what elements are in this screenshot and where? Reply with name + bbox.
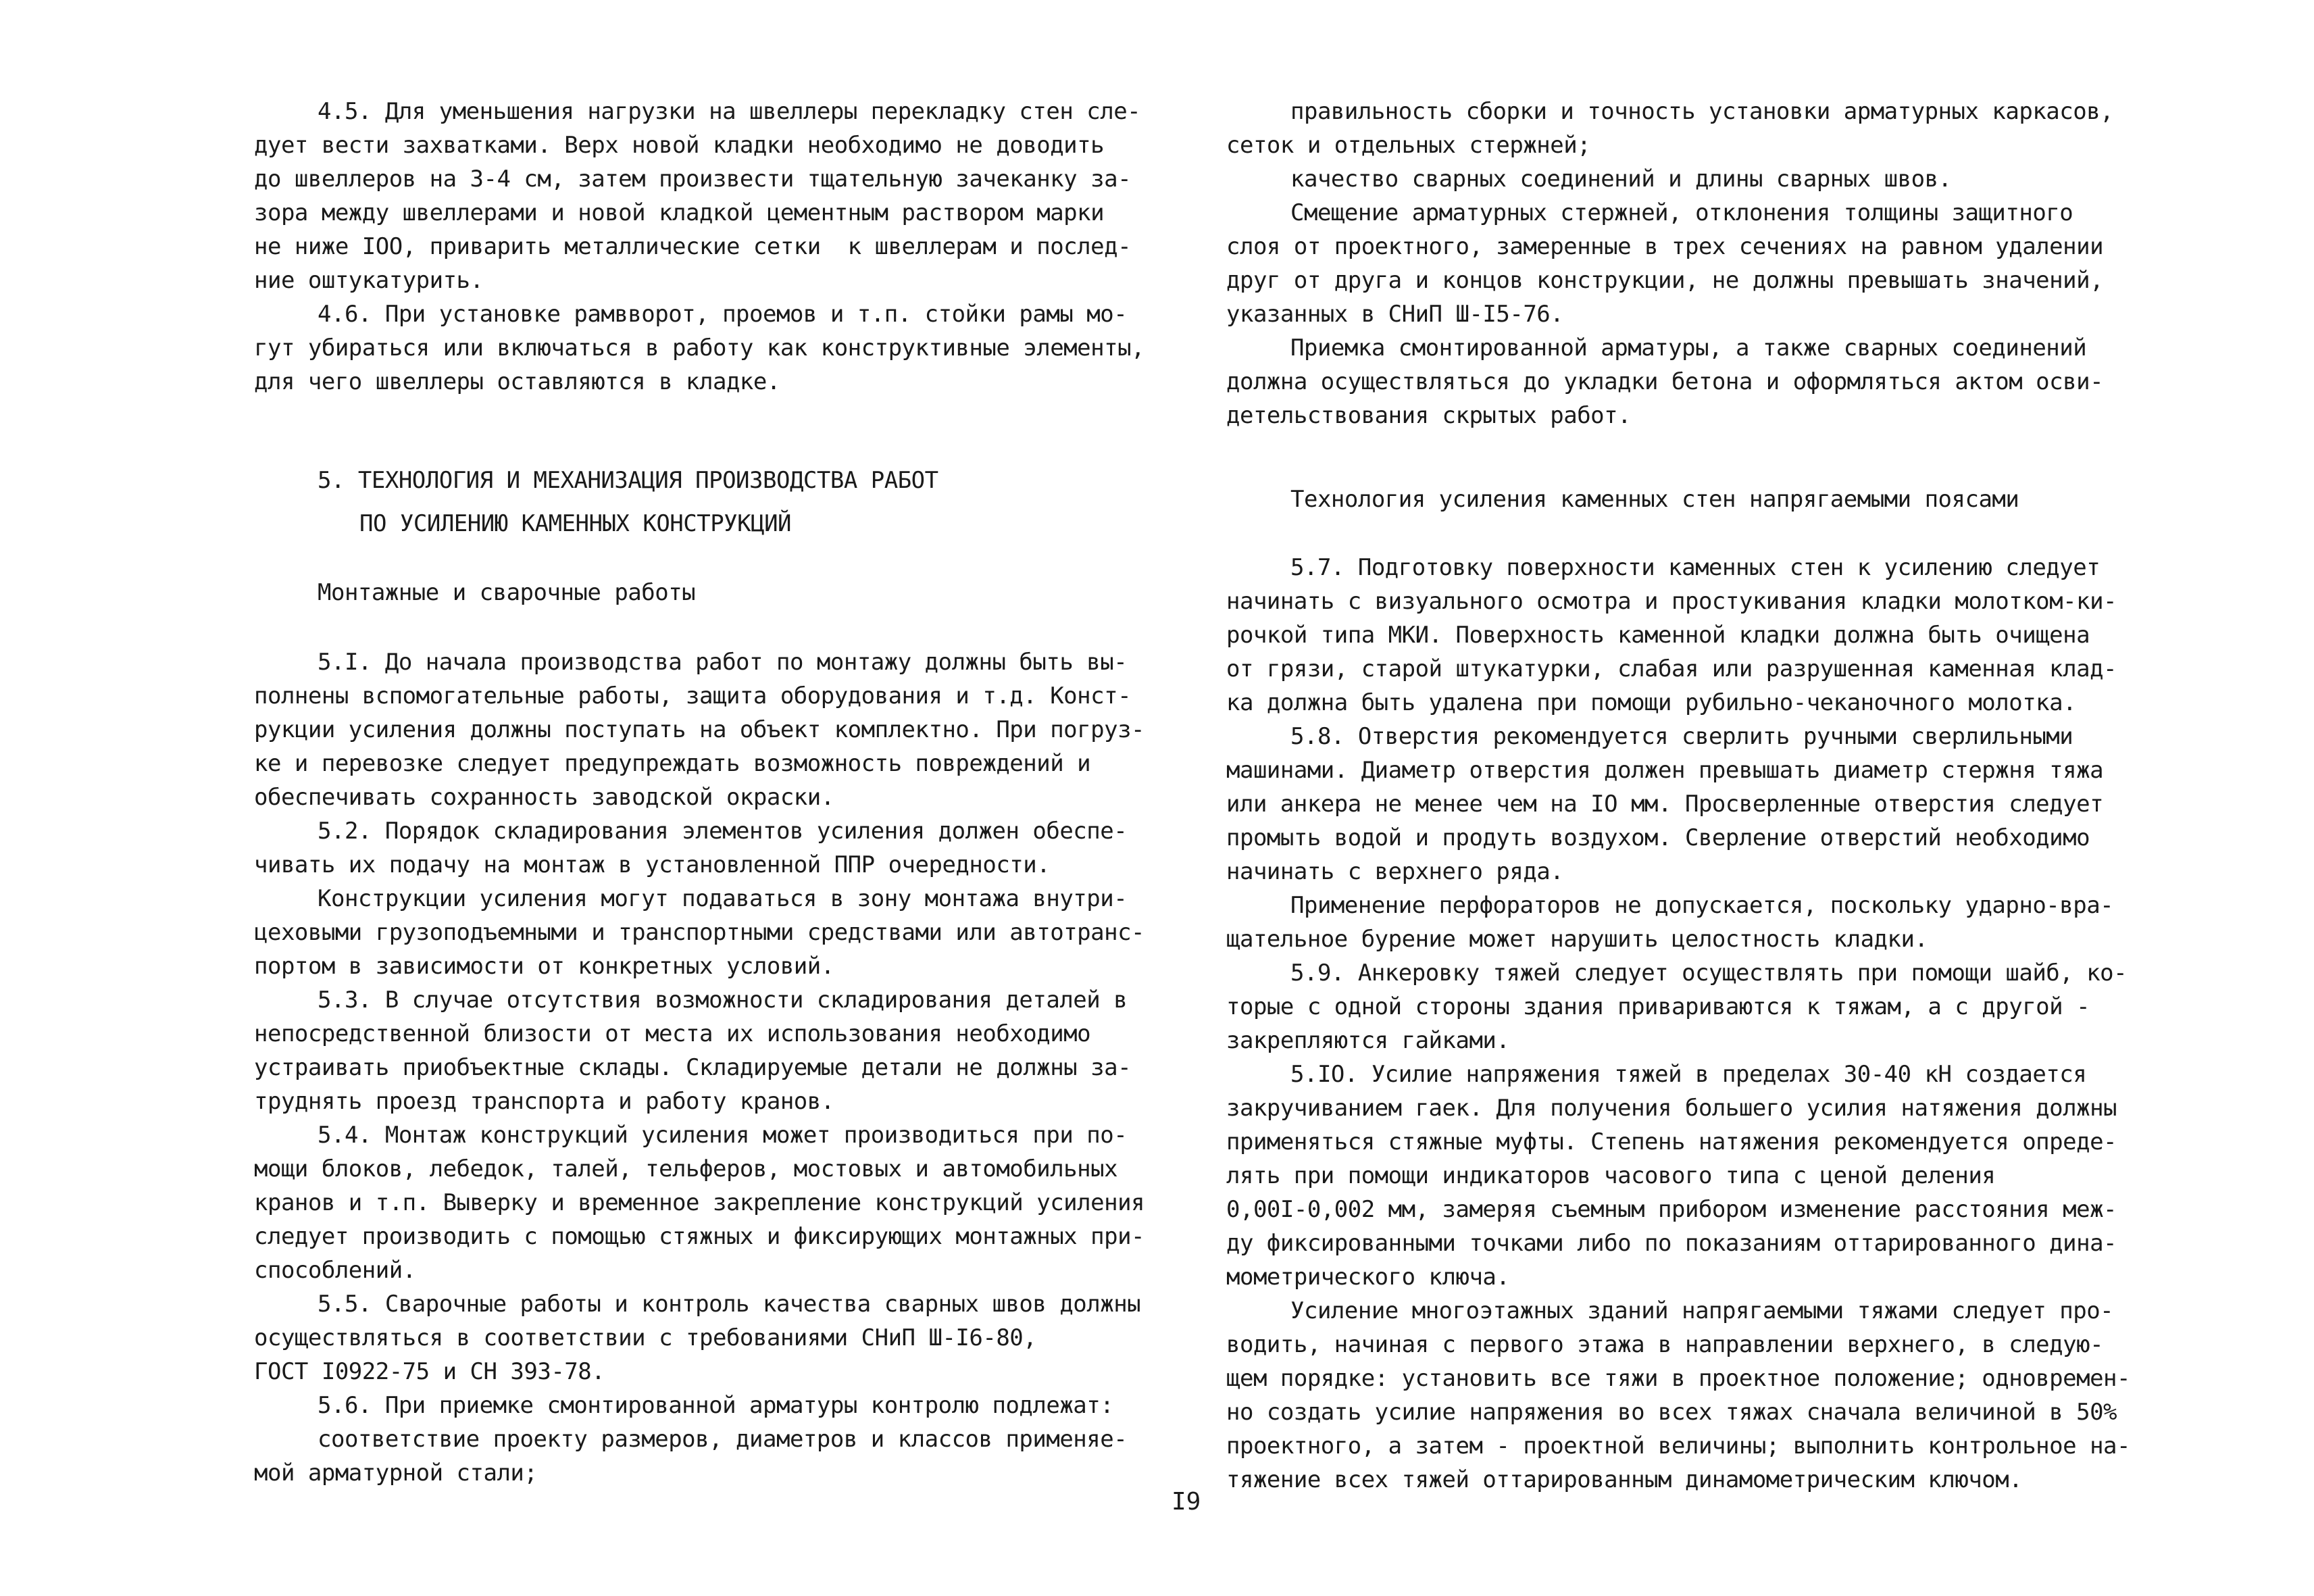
text-line: 5.7. Подготовку поверхности каменных стен к усилению следует (1290, 554, 2101, 581)
text-line: водить, начиная с первого этажа в направлении верхнего, в следую- (1226, 1331, 2104, 1358)
text-line: способлений. (254, 1257, 416, 1284)
text-line: 5.8. Отверстия рекомендуется сверлить ручными сверлильными (1290, 723, 2073, 750)
text-line: применяться стяжные муфты. Степень натяжения рекомендуется опреде- (1226, 1128, 2117, 1155)
text-line: Конструкции усиления могут подаваться в зону монтажа внутри- (318, 885, 1128, 912)
text-line: соответствие проекту размеров, диаметров и классов применяе- (318, 1426, 1128, 1453)
subsection-heading: Монтажные и сварочные работы (318, 579, 696, 606)
text-line: следует производить с помощью стяжных и фиксирующих монтажных при- (254, 1223, 1145, 1250)
text-line: мометрического ключа. (1226, 1264, 1510, 1291)
text-line: должна осуществляться до укладки бетона и оформляться актом осви- (1226, 368, 2104, 395)
text-line: тяжение всех тяжей оттарированным динамометрическим ключом. (1226, 1466, 2023, 1493)
text-line: до швеллеров на 3-4 см, затем произвести тщательную зачеканку за- (254, 166, 1132, 193)
text-line: Применение перфораторов не допускается, поскольку ударно-вра- (1290, 892, 2114, 919)
text-line: не ниже IOO, приварить металлические сетки к швеллерам и послед- (254, 233, 1132, 260)
text-line: начинать с визуального осмотра и простукивания кладки молотком-ки- (1226, 588, 2117, 615)
text-line: друг от друга и концов конструкции, не должны превышать значений, (1226, 267, 2104, 294)
text-line: щем порядке: установить все тяжи в проектное положение; одновремен- (1226, 1365, 2130, 1392)
text-line: проектного, а затем - проектной величины; выполнить контрольное на- (1226, 1432, 2130, 1460)
text-line: для чего швеллеры оставляются в кладке. (254, 368, 780, 395)
text-line: закручиванием гаек. Для получения большего усилия натяжения должны (1226, 1095, 2117, 1122)
page-number: I9 (1172, 1488, 1201, 1516)
text-line: 5.5. Сварочные работы и контроль качества сварных швов должны (318, 1291, 1141, 1318)
text-line: обеспечивать сохранность заводской окраски. (254, 784, 834, 811)
text-line: 5.9. Анкеровку тяжей следует осуществлять при помощи шайб, ко- (1290, 959, 2128, 987)
text-line: 5.6. При приемке смонтированной арматуры контролю подлежат: (318, 1392, 1114, 1419)
text-line: портом в зависимости от конкретных условий. (254, 953, 834, 980)
subsection-heading: Технология усиления каменных стен напрягаемыми поясами (1290, 486, 2019, 513)
text-line: гут убираться или включаться в работу как конструктивные элементы, (254, 334, 1145, 361)
text-line: сеток и отдельных стержней; (1226, 132, 1591, 159)
text-line: ние оштукатурить. (254, 267, 484, 294)
text-line: дует вести захватками. Верх новой кладки необходимо не доводить (254, 132, 1105, 159)
text-line: непосредственной близости от места их использования необходимо (254, 1020, 1091, 1047)
text-line: 5.I. До начала производства работ по монтажу должны быть вы- (318, 649, 1128, 676)
text-line: труднять проезд транспорта и работу кранов. (254, 1088, 834, 1115)
text-line: качество сварных соединений и длины сварных швов. (1290, 166, 1952, 193)
text-line: слоя от проектного, замеренные в трех сечениях на равном удалении (1226, 233, 2104, 260)
text-line: 5.IO. Усилие напряжения тяжей в пределах 30-40 кН создается (1290, 1061, 2087, 1088)
text-line: устраивать приобъектные склады. Складируемые детали не должны за- (254, 1054, 1132, 1081)
text-line: осуществляться в соответствии с требованиями СНиП Ш-I6-80, (254, 1324, 1037, 1351)
section-heading: ПО УСИЛЕНИЮ КАМЕННЫХ КОНСТРУКЦИЙ (359, 510, 792, 537)
text-line: детельствования скрытых работ. (1226, 402, 1632, 429)
text-line: мой арматурной стали; (254, 1460, 538, 1487)
section-heading: 5. ТЕХНОЛОГИЯ И МЕХАНИЗАЦИЯ ПРОИЗВОДСТВА РАБОТ (318, 467, 938, 494)
text-line: 5.4. Монтаж конструкций усиления может производиться при по- (318, 1122, 1128, 1149)
text-line: рочкой типа МКИ. Поверхность каменной кладки должна быть очищена (1226, 622, 2090, 649)
text-line: полнены вспомогательные работы, защита оборудования и т.д. Конст- (254, 682, 1132, 709)
text-line: ка должна быть удалена при помощи рубильно-чеканочного молотка. (1226, 689, 2077, 716)
text-line: чивать их подачу на монтаж в установленной ППР очередности. (254, 851, 1051, 878)
text-line: начинать с верхнего ряда. (1226, 858, 1564, 885)
text-line: щательное бурение может нарушить целостность кладки. (1226, 926, 1928, 953)
text-line: 5.3. В случае отсутствия возможности складирования деталей в (318, 987, 1128, 1014)
text-line: зора между швеллерами и новой кладкой цементным раствором марки (254, 199, 1105, 226)
text-line: цеховыми грузоподъемными и транспортными средствами или автотранс- (254, 919, 1145, 946)
text-line: от грязи, старой штукатурки, слабая или разрушенная каменная клад- (1226, 655, 2117, 682)
text-line: торые с одной стороны здания привариваются к тяжам, а с другой - (1226, 993, 2090, 1020)
text-line: лять при помощи индикаторов часового типа с ценой деления (1226, 1162, 1996, 1189)
text-line: рукции усиления должны поступать на объект комплектно. При погруз- (254, 716, 1145, 743)
text-line: ГОСТ I0922-75 и СН 393-78. (254, 1358, 605, 1385)
text-line: но создать усилие напряжения во всех тяжах сначала величиной в 50% (1226, 1399, 2117, 1426)
text-line: 5.2. Порядок складирования элементов усиления должен обеспе- (318, 818, 1128, 845)
text-line: мощи блоков, лебедок, талей, тельферов, мостовых и автомобильных (254, 1155, 1118, 1182)
text-line: Усиление многоэтажных зданий напрягаемыми тяжами следует про- (1290, 1297, 2114, 1324)
text-line: промыть водой и продуть воздухом. Сверление отверстий необходимо (1226, 824, 2090, 851)
text-line: указанных в СНиП Ш-I5-76. (1226, 301, 1564, 328)
text-line: 4.6. При установке рамвворот, проемов и т.п. стойки рамы мо- (318, 301, 1128, 328)
text-line: Приемка смонтированной арматуры, а также сварных соединений (1290, 334, 2087, 361)
text-line: Смещение арматурных стержней, отклонения толщины защитного (1290, 199, 2073, 226)
text-line: 0,00I-0,002 мм, замеряя съемным прибором изменение расстояния меж- (1226, 1196, 2117, 1223)
text-line: 4.5. Для уменьшения нагрузки на швеллеры перекладку стен сле- (318, 98, 1141, 125)
text-line: или анкера не менее чем на IO мм. Просверленные отверстия следует (1226, 791, 2104, 818)
text-line: закрепляются гайками. (1226, 1027, 1510, 1054)
text-line: машинами. Диаметр отверстия должен превышать диаметр стержня тяжа (1226, 757, 2104, 784)
text-line: правильность сборки и точность установки арматурных каркасов, (1290, 98, 2114, 125)
text-line: ду фиксированными точками либо по показаниям оттарированного дина- (1226, 1230, 2117, 1257)
text-line: ке и перевозке следует предупреждать возможность повреждений и (254, 750, 1091, 777)
text-line: кранов и т.п. Выверку и временное закрепление конструкций усиления (254, 1189, 1145, 1216)
